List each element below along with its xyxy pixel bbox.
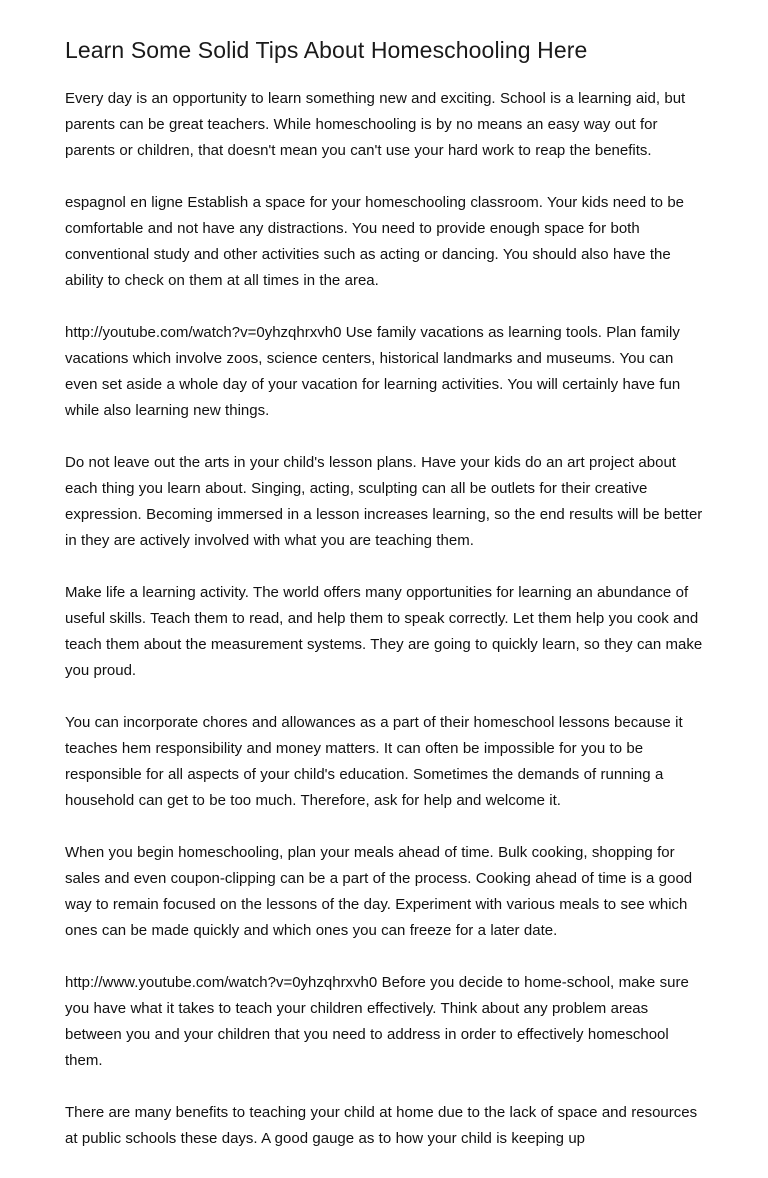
page-title: Learn Some Solid Tips About Homeschooling Here — [65, 37, 588, 63]
paragraph: There are many benefits to teaching your child at home due to the lack of space and resources at public schools these days. A good gauge as to how your child is keeping up — [65, 1104, 698, 1147]
paragraph: http://www.youtube.com/watch?v=0yhzqhrxvh0 Before you decide to home-school, make sure you have what it takes to teach your children effectively. Think about any problem areas between you and your children that you need to address in order to effectively homeschool them. — [65, 974, 689, 1069]
paragraph: Every day is an opportunity to learn something new and exciting. School is a learning aid, but parents can be great teachers. While homeschooling is by no means an easy way out for parents or children, that doesn't mean you can't use your hard work to reap the benefits. — [65, 90, 686, 159]
document-page — [65, 36, 705, 1178]
paragraph: espagnol en ligne Establish a space for your homeschooling classroom. Your kids need to be comfortable and not have any distractions. You need to provide enough space for both conventional study and other activities such as acting or dancing. You should also have the ability to check on them at all times in the area. — [65, 194, 685, 289]
paragraph: When you begin homeschooling, plan your meals ahead of time. Bulk cooking, shopping for sales and even coupon-clipping can be a part of the process. Cooking ahead of time is a good way to remain focused on the lessons of the day. Experiment with various meals to see which ones can be made quickly and which ones you can freeze for a later date. — [65, 844, 693, 939]
document-body — [65, 86, 705, 1152]
paragraph: Do not leave out the arts in your child's lesson plans. Have your kids do an art project about each thing you learn about. Singing, acting, sculpting can all be outlets for their creative expression. Becoming immersed in a lesson increases learning, so the end results will be better in they are actively involved with what you are teaching them. — [65, 454, 703, 549]
paragraph: Make life a learning activity. The world offers many opportunities for learning an abundance of useful skills. Teach them to read, and help them to speak correctly. Let them help you cook and teach them about the measurement systems. They are going to quickly learn, so they can make you proud. — [65, 584, 703, 679]
paragraph: http://youtube.com/watch?v=0yhzqhrxvh0 Use family vacations as learning tools. Plan family vacations which involve zoos, science centers, historical landmarks and museums. You can even set aside a whole day of your vacation for learning activities. You will certainly have fun while also learning new things. — [65, 324, 681, 419]
paragraph: You can incorporate chores and allowances as a part of their homeschool lessons because it teaches hem responsibility and money matters. It can often be impossible for you to be responsible for all aspects of your child's education. Sometimes the demands of running a household can get to be too much. Therefore, ask for help and welcome it. — [65, 714, 683, 809]
